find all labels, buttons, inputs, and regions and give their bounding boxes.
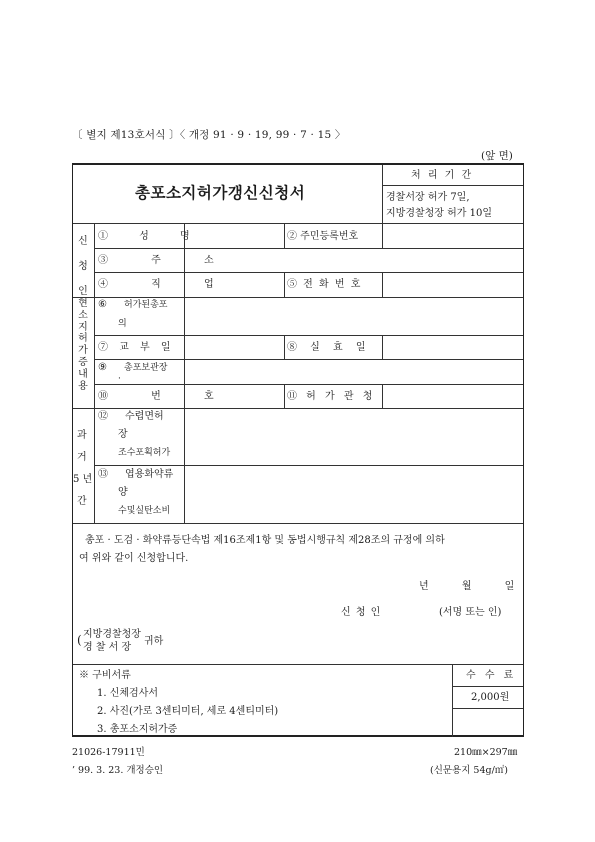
- field-licensed-firearm-label: 허가된총포: [124, 300, 168, 310]
- approval-date: ’ 99. 3. 23. 개정승인: [72, 765, 164, 776]
- addressee-station: 경 찰 서 장: [83, 642, 132, 653]
- field-storage-label: 총포보관장: [124, 363, 168, 373]
- history-group-char-2: 거: [77, 452, 87, 463]
- field-issue-date-label: ⑦ 교 부 일: [98, 342, 175, 353]
- signature-instruction: (서명 또는 인): [439, 607, 502, 618]
- processing-period-label: 처 리 기 간: [411, 170, 474, 181]
- application-form: [72, 163, 524, 737]
- field-licensed-firearm-num: ⑥: [98, 299, 107, 310]
- history-group-char-4: 간: [77, 496, 87, 507]
- field-phone-label: ⑤ 전 화 번 호: [287, 279, 362, 290]
- required-document-1: 1. 신체검사서: [97, 688, 159, 699]
- field-authority-label: ⑪ 허 가 관 청: [287, 391, 376, 402]
- field-hunting-label-1: 수렵면허: [125, 411, 164, 422]
- addressee-paren: (: [77, 633, 82, 647]
- field-name-label: ① 성 명: [98, 231, 190, 242]
- fee-value: 2,000원: [471, 692, 510, 703]
- applicant-group-label: 신 청 인: [78, 236, 88, 297]
- processing-period-line2: 지방경찰청장 허가 10일: [386, 208, 493, 219]
- required-document-3: 3. 총포소지허가증: [97, 724, 178, 735]
- field-resident-number-label: ② 주민등록번호: [287, 231, 359, 242]
- history-group-char-3: 5 년: [73, 474, 93, 485]
- license-group-label: 현 소 지 허 가 증 내 용: [78, 298, 88, 392]
- field-number-label: ⑩ 번 호: [98, 391, 214, 402]
- field-licensed-firearm-label-2: 의: [118, 319, 127, 329]
- applicant-signature-label: 신 청 인: [341, 607, 382, 618]
- required-document-2: 2. 사진(가로 3센티미터, 세로 4센티미터): [97, 706, 279, 717]
- paper-type: (신문용지 54g/㎡): [430, 765, 509, 776]
- field-explosives-num: ⑬: [98, 469, 108, 480]
- history-group-char-1: 과: [77, 430, 87, 441]
- statement-line-2: 여 위와 같이 신청합니다.: [79, 553, 189, 564]
- field-hunting-label-3: 조수포획허가: [118, 448, 171, 458]
- addressee-regional: 지방경찰청장: [83, 629, 141, 640]
- addressee-suffix: 귀하: [144, 636, 164, 647]
- field-storage-label-2: ·: [118, 374, 121, 384]
- statement-date: 년 월 일: [419, 581, 515, 592]
- page-side-label: (앞 면): [481, 150, 513, 162]
- required-documents-label: ※ 구비서류: [79, 670, 131, 681]
- form-title: 총포소지허가갱신신청서: [135, 184, 306, 202]
- field-hunting-label-2: 장: [118, 429, 128, 440]
- field-explosives-label-3: 수및실탄소비: [118, 506, 171, 516]
- field-storage-num: ⑨: [98, 362, 107, 373]
- form-code: 21026-17911민: [72, 747, 145, 758]
- paper-size: 210㎜×297㎜: [454, 747, 518, 758]
- fee-label: 수 수 료: [466, 670, 517, 681]
- field-hunting-num: ⑫: [98, 411, 108, 422]
- field-address-label: ③ 주 소: [98, 255, 214, 266]
- statement-line-1: 총포 · 도검 · 화약류등단속법 제16조제1항 및 동법시행규칙 제28조의 규정에 의하: [85, 535, 445, 546]
- form-reference: 〔 별지 제13호서식 〕〈 개정 91 · 9 · 19, 99 · 7 · 15 〉: [72, 129, 346, 141]
- field-occupation-label: ④ 직 업: [98, 279, 214, 290]
- field-explosives-label-1: 엽용화약류: [125, 469, 174, 480]
- processing-period-line1: 경찰서장 허가 7일,: [386, 192, 470, 203]
- field-explosives-label-2: 양: [118, 487, 128, 498]
- field-expiry-date-label: ⑧ 실 효 일: [287, 342, 371, 353]
